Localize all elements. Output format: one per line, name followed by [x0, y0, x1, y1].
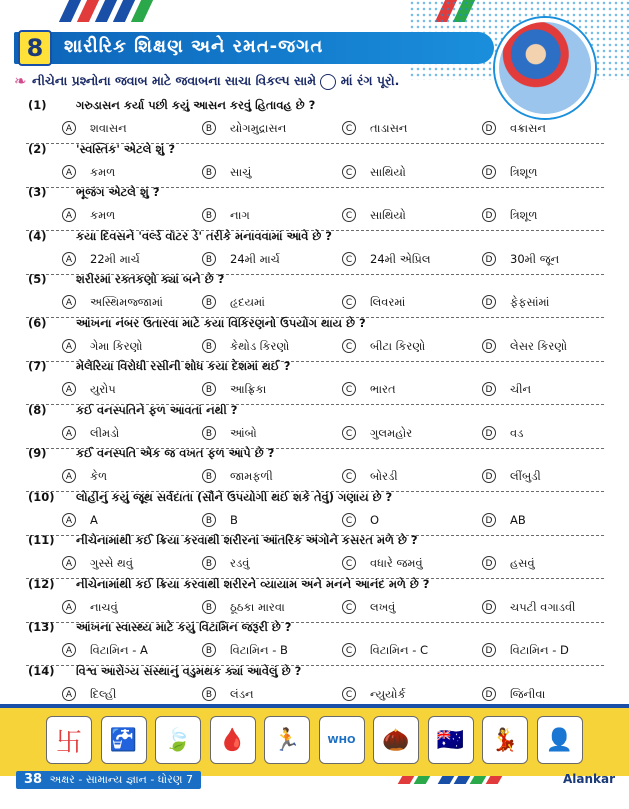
option-label: વિટામિન - A	[90, 643, 148, 657]
question-item	[28, 401, 588, 443]
option-bubble[interactable]: C	[342, 295, 356, 309]
option-bubble[interactable]: A	[62, 252, 76, 266]
option-label: O	[370, 512, 380, 527]
answer-option[interactable]	[308, 336, 448, 356]
leaf-icon: 🍃	[155, 716, 201, 764]
option-label: ચપટી વગાડવી	[510, 599, 576, 614]
question-number: (7)	[28, 359, 47, 373]
option-bubble[interactable]: D	[482, 295, 496, 309]
answer-option[interactable]	[448, 510, 588, 530]
option-bubble[interactable]: C	[342, 556, 356, 570]
answer-option[interactable]	[168, 423, 308, 443]
option-label: બીટા કિરણો	[370, 338, 426, 353]
answer-option[interactable]	[168, 162, 308, 182]
question-text	[28, 357, 588, 375]
option-bubble[interactable]: B	[202, 513, 216, 527]
option-bubble[interactable]: A	[62, 295, 76, 309]
option-bubble[interactable]: B	[202, 382, 216, 396]
instruction-part-1: નીચેના પ્રશ્નોના જવાબ માટે જવાબના સાચા વિકલ્પ સામે	[32, 73, 317, 88]
question-label: 'સ્વસ્તિક' એટલે શું ?	[76, 141, 176, 156]
question-number: (10)	[28, 489, 55, 504]
question-text	[28, 314, 588, 332]
option-bubble[interactable]: B	[202, 208, 216, 222]
question-label: ભૂજંગ એટલે શું ?	[76, 185, 160, 199]
answer-option[interactable]	[448, 684, 588, 704]
option-bubble[interactable]: B	[202, 339, 216, 353]
question-label: લોહીનું કયું જૂથ સર્વદાતા (સૌને ઉપયોગી થઈ શકે તેવું) ગણાય છે ?	[76, 489, 393, 504]
dance-stage-icon: 💃	[482, 716, 528, 764]
question-number: (4)	[28, 228, 47, 243]
option-label: કેથોડ કિરણો	[230, 338, 290, 353]
option-label: ગુલમહોર	[370, 425, 413, 440]
answer-option[interactable]	[448, 423, 588, 443]
option-row	[28, 510, 588, 530]
option-label: AB	[510, 512, 526, 527]
option-bubble[interactable]: C	[342, 165, 356, 179]
option-bubble[interactable]: A	[62, 121, 76, 135]
answer-option[interactable]	[28, 336, 168, 356]
question-label: શરીરમાં રક્તકણો ક્યાં બને છે ?	[76, 272, 225, 286]
option-bubble[interactable]: B	[202, 643, 216, 657]
option-label: યુરોપ	[90, 382, 116, 396]
question-number: (8)	[28, 402, 47, 417]
option-label: રડવું	[230, 556, 250, 570]
question-item	[28, 314, 588, 356]
option-label: ચીન	[510, 382, 532, 396]
answer-option[interactable]	[308, 640, 448, 660]
question-item	[28, 575, 588, 617]
question-number: (3)	[28, 185, 47, 199]
question-label: મેલેરિયા વિરોધી રસીની શોધ કયા દેશમાં થઈ ?	[76, 359, 291, 373]
who-logo-icon: WHO	[319, 716, 365, 764]
answer-option[interactable]	[448, 249, 588, 269]
answer-option[interactable]	[28, 205, 168, 225]
option-bubble[interactable]: D	[482, 687, 496, 701]
question-item	[28, 662, 588, 704]
answer-option[interactable]	[448, 336, 588, 356]
option-row	[28, 466, 588, 486]
answer-option[interactable]	[168, 466, 308, 486]
answer-option[interactable]	[168, 379, 308, 399]
answer-option[interactable]	[28, 249, 168, 269]
option-label: સાથિયો	[370, 208, 406, 222]
option-label: 30મી જૂન	[510, 251, 560, 266]
option-bubble[interactable]: A	[62, 469, 76, 483]
question-number: (11)	[28, 533, 55, 547]
answer-option[interactable]	[308, 379, 448, 399]
question-label: કઈ વનસ્પતિ એક જ વખત ફળ આપે છે ?	[76, 446, 275, 460]
question-text	[28, 575, 588, 593]
question-text	[28, 183, 588, 201]
question-item	[28, 96, 588, 138]
option-label: વક્રાસન	[510, 121, 546, 135]
option-row	[28, 553, 588, 573]
question-label: આંખના નંબર ઉતારવા માટે કયા વિકિરણનો ઉપયોગ થાય છે ?	[76, 315, 366, 330]
option-bubble[interactable]: D	[482, 556, 496, 570]
option-row	[28, 162, 588, 182]
answer-option[interactable]	[168, 640, 308, 660]
answer-option[interactable]	[168, 118, 308, 138]
option-row	[28, 379, 588, 399]
option-bubble[interactable]: D	[482, 339, 496, 353]
option-label: લંડન	[230, 686, 254, 701]
answer-option[interactable]	[28, 118, 168, 138]
option-label: હૃદયમાં	[230, 295, 265, 309]
answer-option[interactable]	[168, 205, 308, 225]
option-bubble[interactable]: D	[482, 513, 496, 527]
option-bubble[interactable]: B	[202, 426, 216, 440]
option-row	[28, 118, 588, 138]
question-number: (2)	[28, 141, 47, 156]
option-label: વિટામિન - B	[230, 643, 288, 657]
question-item	[28, 357, 588, 399]
question-item	[28, 140, 588, 182]
option-label: વધારે જમવું	[370, 556, 423, 570]
option-label: લીમડો	[90, 425, 120, 440]
option-bubble[interactable]: B	[202, 687, 216, 701]
option-label: આફ્રિકા	[230, 382, 267, 396]
question-text	[28, 444, 588, 462]
option-label: તાડાસન	[370, 121, 408, 135]
question-text	[28, 618, 588, 636]
option-row	[28, 249, 588, 269]
publisher-logo: Alankar	[562, 772, 615, 786]
option-row	[28, 684, 588, 704]
question-label: આંખના સ્વાસ્થ્ય માટે કયું વિટામિન જરૂરી છે ?	[76, 620, 292, 634]
option-bubble[interactable]: B	[202, 600, 216, 614]
option-bubble[interactable]: A	[62, 687, 76, 701]
option-label: જામફળી	[230, 469, 273, 483]
option-label: દિલ્હી	[90, 686, 117, 701]
question-text	[28, 96, 588, 114]
answer-option[interactable]	[168, 684, 308, 704]
question-number: (14)	[28, 663, 55, 678]
answer-option[interactable]	[308, 684, 448, 704]
answer-option[interactable]	[308, 597, 448, 617]
option-bubble[interactable]: A	[62, 513, 76, 527]
option-bubble[interactable]: C	[342, 121, 356, 135]
running-man-icon: 🏃	[264, 716, 310, 764]
option-bubble[interactable]: A	[62, 382, 76, 396]
instruction-text	[32, 73, 399, 90]
answer-option[interactable]	[28, 292, 168, 312]
option-label: કેળ	[90, 469, 108, 483]
option-bubble[interactable]: C	[342, 687, 356, 701]
option-label: 22મી માર્ચ	[90, 251, 140, 266]
answer-option[interactable]	[28, 466, 168, 486]
answer-option[interactable]	[308, 292, 448, 312]
option-bubble[interactable]: B	[202, 165, 216, 179]
option-bubble[interactable]: A	[62, 556, 76, 570]
answer-option[interactable]	[28, 379, 168, 399]
answer-option[interactable]	[448, 640, 588, 660]
option-label: સાચું	[230, 164, 252, 179]
question-label: ગરુડાસન કર્યા પછી કયું આસન કરવું હિતાવહ છે ?	[76, 98, 316, 112]
question-number: (9)	[28, 446, 47, 460]
question-item	[28, 618, 588, 660]
option-label: જિનીવા	[510, 686, 546, 701]
question-item	[28, 227, 588, 269]
option-label: લિવરમાં	[370, 295, 406, 309]
answer-option[interactable]	[28, 597, 168, 617]
option-bubble[interactable]: D	[482, 426, 496, 440]
option-label: ત્રિશૂળ	[510, 164, 538, 179]
answer-option[interactable]	[308, 162, 448, 182]
option-label: 24મી માર્ચ	[230, 251, 280, 266]
circle-icon	[320, 74, 336, 90]
option-bubble[interactable]: D	[482, 469, 496, 483]
option-bubble[interactable]: D	[482, 252, 496, 266]
answer-option[interactable]	[28, 423, 168, 443]
option-label: ગેમા કિરણો	[90, 338, 143, 353]
option-bubble[interactable]: B	[202, 295, 216, 309]
question-number: (1)	[28, 98, 47, 112]
option-label: ફેફસાંમાં	[510, 295, 550, 309]
option-label: કમળ	[90, 208, 116, 222]
option-label: ભારત	[370, 382, 396, 396]
option-label: લીંબુડી	[510, 469, 541, 483]
option-bubble[interactable]: D	[482, 208, 496, 222]
question-number: (12)	[28, 576, 55, 591]
answer-option[interactable]	[448, 379, 588, 399]
answer-option[interactable]	[448, 597, 588, 617]
option-bubble[interactable]: C	[342, 513, 356, 527]
option-bubble[interactable]: A	[62, 426, 76, 440]
answer-option[interactable]	[308, 118, 448, 138]
option-label: કમળ	[90, 164, 116, 179]
footer-text: અક્ષર - સામાન્ય જ્ઞાન - ધોરણ 7	[49, 773, 193, 786]
question-text	[28, 227, 588, 245]
option-label: લખવું	[370, 599, 396, 614]
option-bubble[interactable]: A	[62, 165, 76, 179]
question-item	[28, 183, 588, 225]
option-label: ગુસ્સે થવું	[90, 556, 134, 570]
answer-option[interactable]	[168, 249, 308, 269]
chapter-title: શારીરિક શિક્ષણ અને રમત-જગત	[64, 36, 324, 57]
image-strip-band	[0, 704, 629, 776]
option-row	[28, 292, 588, 312]
option-row	[28, 423, 588, 443]
option-label: નાગ	[230, 208, 250, 222]
option-bubble[interactable]: A	[62, 208, 76, 222]
option-bubble[interactable]: A	[62, 643, 76, 657]
option-bubble[interactable]: C	[342, 426, 356, 440]
question-text	[28, 140, 588, 158]
question-text	[28, 401, 588, 419]
option-bubble[interactable]: D	[482, 165, 496, 179]
option-bubble[interactable]: D	[482, 600, 496, 614]
answer-option[interactable]	[308, 205, 448, 225]
decor-stripe	[131, 0, 153, 22]
question-label: નીચેનામાંથી કઈ ક્રિયા કરવાથી શરીરને વ્યાયામ અને મનને આનંદ મળે છે ?	[76, 576, 430, 591]
option-label: ઠૂઠકા મારવા	[230, 599, 285, 614]
option-label: વડ	[510, 425, 524, 440]
option-bubble[interactable]: C	[342, 252, 356, 266]
option-bubble[interactable]: C	[342, 339, 356, 353]
australia-flag-icon: 🇦🇺	[428, 716, 474, 764]
question-text	[28, 662, 588, 680]
option-bubble[interactable]: A	[62, 600, 76, 614]
option-row	[28, 597, 588, 617]
question-label: કઈ વનસ્પતિને ફળ આવતાં નથી ?	[76, 402, 238, 417]
option-label: યોગમુદ્રાસન	[230, 121, 287, 135]
answer-option[interactable]	[448, 466, 588, 486]
option-label: ન્યુયોર્ક	[370, 686, 406, 701]
option-bubble[interactable]: D	[482, 643, 496, 657]
answer-option[interactable]	[168, 553, 308, 573]
option-label: બોરડી	[370, 469, 398, 483]
leaf-bullet-icon: ❧	[14, 72, 27, 90]
question-number: (6)	[28, 315, 47, 330]
answer-option[interactable]	[308, 466, 448, 486]
option-label: શવાસન	[90, 121, 127, 135]
question-number: (5)	[28, 272, 47, 286]
option-bubble[interactable]: D	[482, 121, 496, 135]
option-label: સાથિયો	[370, 164, 406, 179]
chapter-number: 8	[18, 30, 52, 66]
option-label: અસ્થિમજ્જામાં	[90, 295, 163, 309]
option-bubble[interactable]: A	[62, 339, 76, 353]
page-footer	[16, 771, 201, 789]
page-number: 38	[24, 772, 43, 787]
answer-option[interactable]	[168, 510, 308, 530]
answer-option[interactable]	[28, 553, 168, 573]
question-item	[28, 270, 588, 312]
answer-option[interactable]	[448, 292, 588, 312]
question-text	[28, 488, 588, 506]
option-label: વિટામિન - D	[510, 643, 569, 657]
answer-option[interactable]	[28, 684, 168, 704]
answer-option[interactable]	[448, 118, 588, 138]
answer-option[interactable]	[448, 162, 588, 182]
answer-option[interactable]	[168, 292, 308, 312]
question-label: નીચેનામાંથી કઈ ક્રિયા કરવાથી શરીરનાં આંતરિક અંગોને કસરત મળે છે ?	[76, 533, 418, 547]
question-item	[28, 531, 588, 573]
option-row	[28, 640, 588, 660]
option-row	[28, 336, 588, 356]
answer-option[interactable]	[28, 640, 168, 660]
answer-option[interactable]	[28, 162, 168, 182]
option-label: B	[230, 512, 238, 527]
option-bubble[interactable]: B	[202, 121, 216, 135]
option-row	[28, 205, 588, 225]
answer-option[interactable]	[308, 249, 448, 269]
answer-option[interactable]	[308, 423, 448, 443]
question-label: કયા દિવસને 'વર્લ્ડ વૉટર ડે' તરીકે મનાવવામાં આવે છે ?	[76, 228, 332, 243]
option-label: હસવું	[510, 556, 535, 570]
option-label: 24મી એપ્રિલ	[370, 251, 431, 266]
person-portrait-icon: 👤	[537, 716, 583, 764]
option-bubble[interactable]: B	[202, 556, 216, 570]
question-text	[28, 531, 588, 549]
answer-option[interactable]	[308, 553, 448, 573]
answer-option[interactable]	[168, 597, 308, 617]
option-label: A	[90, 512, 98, 527]
water-tap-icon: 🚰	[101, 716, 147, 764]
option-bubble[interactable]: C	[342, 469, 356, 483]
option-label: આંબો	[230, 425, 257, 440]
question-text	[28, 270, 588, 288]
question-label: વિશ્વ આરોગ્ય સંસ્થાનું વડુમથક ક્યાં આવેલું છે ?	[76, 663, 302, 678]
answer-option[interactable]	[308, 510, 448, 530]
answer-option[interactable]	[448, 205, 588, 225]
option-bubble[interactable]: C	[342, 600, 356, 614]
option-label: નાચવું	[90, 599, 118, 614]
instruction-part-2: માં રંગ પૂરો.	[340, 73, 400, 88]
option-bubble[interactable]: C	[342, 643, 356, 657]
answer-option[interactable]	[448, 553, 588, 573]
option-label: લેસર કિરણો	[510, 338, 568, 353]
answer-option[interactable]	[168, 336, 308, 356]
option-bubble[interactable]: B	[202, 252, 216, 266]
option-bubble[interactable]: D	[482, 382, 496, 396]
option-label: ત્રિશૂળ	[510, 208, 538, 222]
question-item	[28, 444, 588, 486]
option-bubble[interactable]: B	[202, 469, 216, 483]
question-number: (13)	[28, 620, 55, 634]
option-bubble[interactable]: C	[342, 382, 356, 396]
blood-bag-icon: 🩸	[210, 716, 256, 764]
swastik-icon: 卐	[46, 716, 92, 764]
answer-option[interactable]	[28, 510, 168, 530]
food-grains-icon: 🌰	[373, 716, 419, 764]
option-bubble[interactable]: C	[342, 208, 356, 222]
option-label: વિટામિન - C	[370, 643, 429, 657]
question-item	[28, 488, 588, 530]
